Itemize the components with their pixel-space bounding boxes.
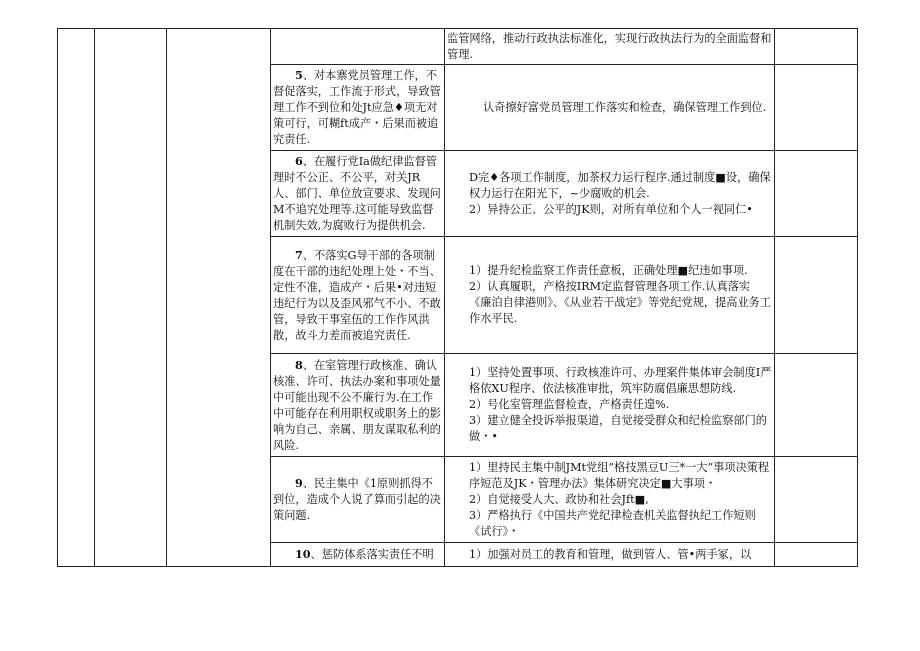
risk-point-cell [271,151,445,237]
measure-line: D完♦各项工作制度，加茶权力运行程序.通过制度■设，确保权力运行在阳光下，~少腐败的机会. [469,170,771,200]
measure-line: 1）里持民主集中制JMt党组”格技黑豆U三*一大”事项决策程序短范及JK・管理办法》集体研究决定■大事项・ [469,460,770,490]
table-row [58,29,858,65]
risk-number: 7 [295,247,303,262]
risk-point-cell [271,354,445,457]
risk-text: 、民主集中《1原则抓得不到位，造成个人说了算而引起的决策问题. [273,477,441,522]
measure-line: 监管网络，推动行政执法标准化，实现行政执法行为的全面监督和管理. [447,31,772,61]
prevention-measures-cell [445,29,775,65]
risk-point-cell [271,29,445,65]
risk-number: 6 [295,154,303,168]
risk-text: 、在室管理行政核准、确认核准、许可、执法办案和事项处量中可能出现不公不廉行为.在工作中可能存在利用职权或职务上的影响为自己、亲属、朋友谋取私利的风险. [273,358,441,452]
risk-number: 8 [295,357,303,372]
risk-text: 、不落实G导干部的各项制度在干部的违纪处理上处・不当、定性不准，造成产・后果•对违短违纪行为以及歪风邪气不小、不敢管，导致干事室伍的工作作风洪散，故斗力差而被追究责任. [273,248,441,342]
measure-line: 1）加强对员工的教育和管理，做到管人、管•两手冢，以 [469,547,752,561]
risk-point-cell [271,457,445,543]
measure-line: 认奇擦好富党员管理工作落实和检查，确保管理工作到位. [483,100,767,114]
column-3-blank-cell [167,29,271,567]
measure-line: 2）自觉接受人大、政协和社会Jft■, [469,492,649,506]
remark-cell [775,457,858,543]
prevention-measures-cell [445,457,775,543]
risk-point-cell [271,237,445,354]
risk-number: 9 [295,476,303,490]
remark-cell [775,29,858,65]
remark-cell [775,354,858,457]
prevention-measures-cell [445,151,775,237]
column-1-blank-cell [58,29,95,567]
measure-line: 1）提升纪检监察工作责任意板，正确处理■纪违如事项. [469,264,748,277]
risk-number: 5 [295,68,303,82]
risk-control-table [57,28,858,567]
remark-cell [775,65,858,151]
measure-line: 3）严格执行《中国共产党纪律检查机关监督执纪工作短则《试行》・ [469,508,756,538]
remark-cell [775,543,858,567]
risk-point-cell [271,543,445,567]
risk-text: 、对本寨党员管理工作，不督促落实，工作流于形式，导致管理工作不到位和处Jt应急♦项无对策可行，可糊ft成产・后果而被追究责任. [273,69,441,146]
remark-cell [775,151,858,237]
risk-number: 10 [295,547,311,561]
measure-line: 2）认真履职，产格按IRM定监督管理各项工作.认真落实《廉泊自律港则》、《从业若干战定》等党纪党规，提高业务工作水平民. [469,280,772,325]
risk-text: 、惩防体系落实责任不明 [310,548,434,561]
column-2-blank-cell [95,29,167,567]
risk-text: 、在履行党Ia做纪律监督管理时不公正、不公平，对关JR人、部门、单位放宣要求、发现问M不追究处理等.这可能导致监督机制失效,为腐败行为提供机会. [273,155,441,232]
risk-point-cell [271,65,445,151]
prevention-measures-cell [445,543,775,567]
measure-line: 1）坚持处置事项、行政核准许可、办理案件集体审会制度I严格依XU程序、依法核准审批，筑牢防腐倡廉思想防线. [469,366,772,395]
prevention-measures-cell [445,237,775,354]
remark-cell [775,237,858,354]
prevention-measures-cell [445,65,775,151]
prevention-measures-cell [445,354,775,457]
measure-line: 2）异持公正、公平的JK则，对所有单位和个人一视同仁• [469,202,753,216]
measure-line: 2）号化室管理监督检查，产格责任遑%. [469,398,670,411]
measure-line: 3）建立健全投诉举报渠道，自觉接受群众和纪检监察部门的做・• [469,414,767,443]
